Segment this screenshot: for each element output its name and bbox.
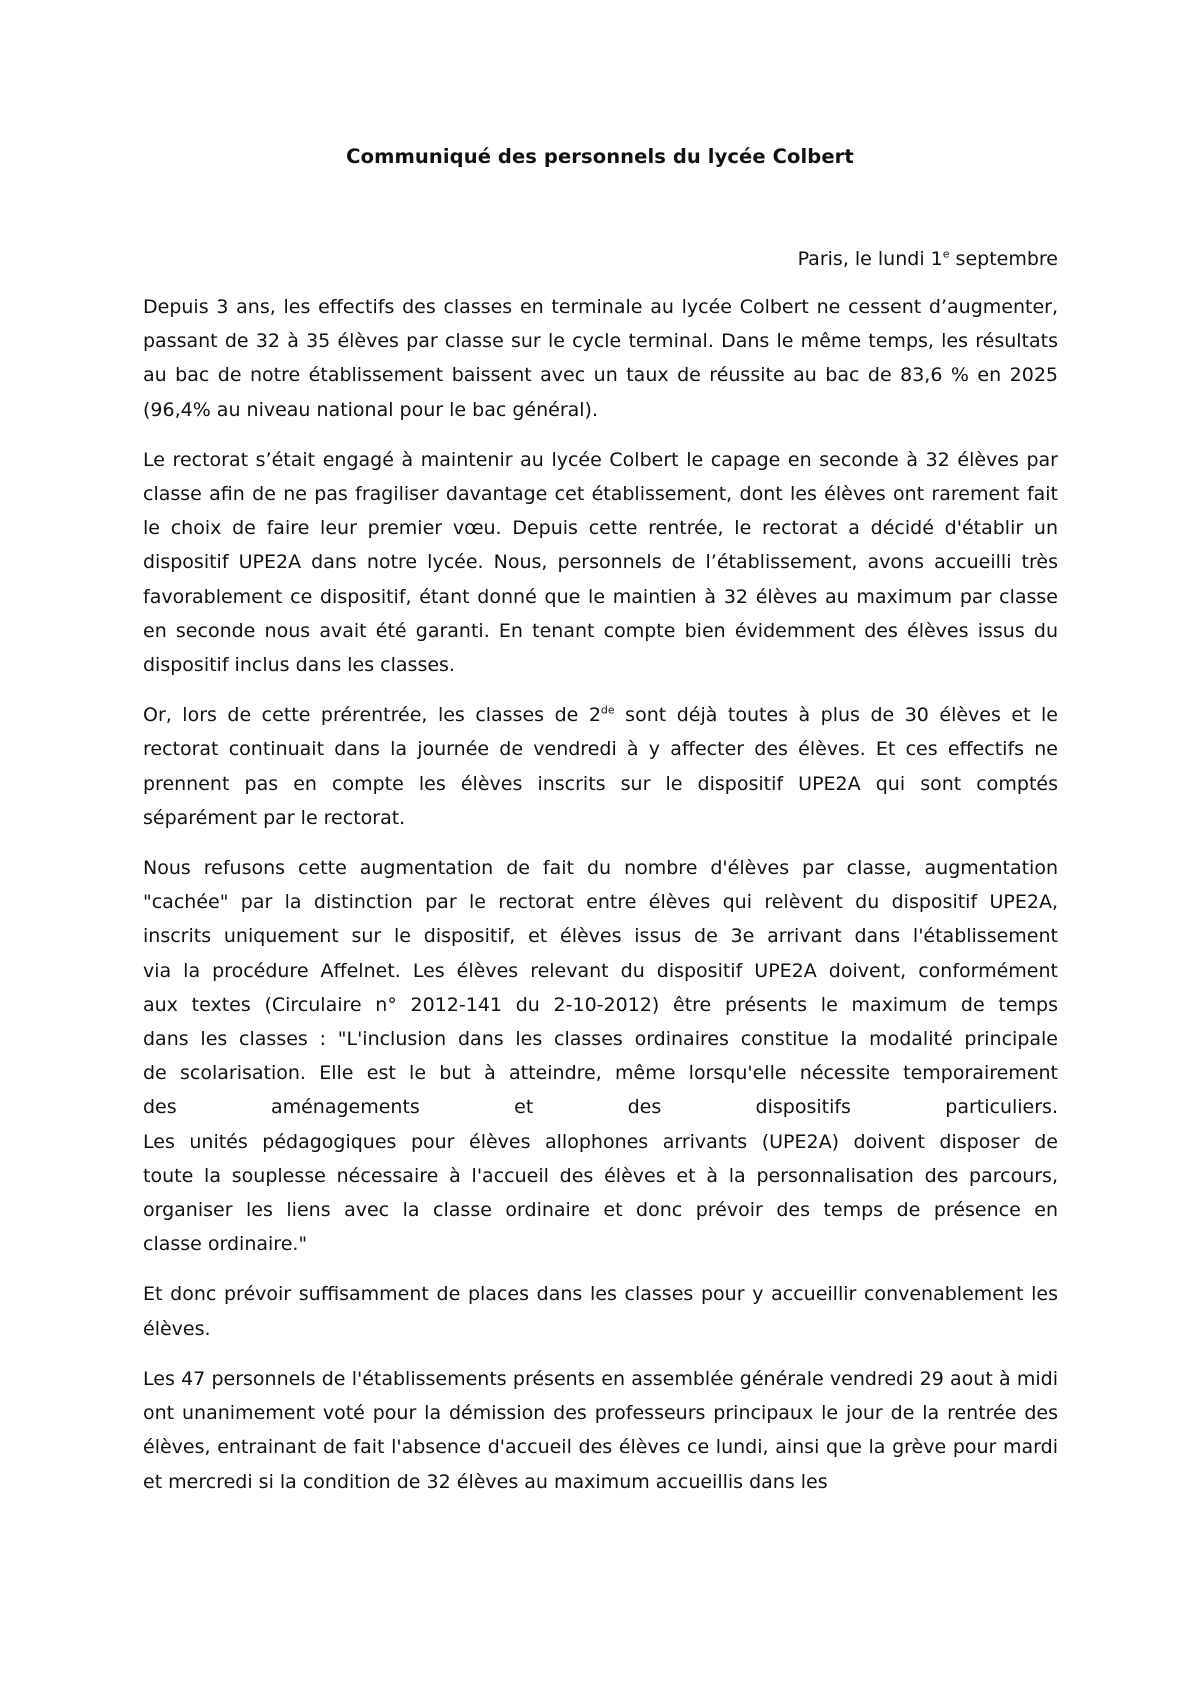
paragraph-4-line-4: via la procédure Affelnet. Les élèves relevant du dispositif UPE2A doivent, conformément <box>143 959 1058 982</box>
paragraph-1: Depuis 3 ans, les effectifs des classes en terminale au lycée Colbert ne cessent d’augmenter, passant de 32 à 35 élèves par classe sur le cycle terminal. Dans le même temps, les résultats au bac de notre établissement baissent avec un taux de réussite au bac de 83,6 % en 2025 (96,4% au niveau national pour le bac général). <box>143 296 1058 421</box>
paragraph-4-line-5: aux textes (Circulaire n° 2012-141 du 2-10-2012) être présents le maximum de temps <box>143 993 1058 1016</box>
paragraph-4-line-2: "cachée" par la distinction par le rectorat entre élèves qui relèvent du dispositif UPE2A, <box>143 891 1058 914</box>
paragraph-6: Les 47 personnels de l'établissements présents en assemblée générale vendredi 29 aout à midi ont unanimement voté pour la démission des professeurs principaux le jour de la rentrée des élèves, entrainant de fait l'absence d'accueil des élèves ce lundi, ainsi que la grève pour mardi et mercredi si la condition de 32 élèves au maximum accueillis dans les <box>143 1367 1058 1493</box>
dateline-text: Paris, le lundi 1 <box>797 248 943 270</box>
paragraph-3 <box>143 698 1058 835</box>
dateline-ordinal: e <box>942 247 950 261</box>
dateline <box>143 244 1058 274</box>
paragraph-4-line-10: toute la souplesse nécessaire à l'accueil des élèves et à la personnalisation des parcours, <box>143 1164 1058 1187</box>
paragraph-2: Le rectorat s’était engagé à maintenir au lycée Colbert le capage en seconde à 32 élèves par classe afin de ne pas fragiliser davantage cet établissement, dont les élèves ont rarement fait le choix de faire leur premier vœu. Depuis cette rentrée, le rectorat a décidé d'établir un dispositif UPE2A dans notre lycée. Nous, personnels de l’établissement, avons accueilli très favorablement ce dispositif, étant donné que le maintien à 32 élèves au maximum par classe en seconde nous avait été garanti. En tenant compte bien évidemment des élèves issus du dispositif inclus dans les classes. <box>143 448 1058 677</box>
paragraph-4-line-11: organiser les liens avec la classe ordinaire et donc prévoir des temps de présence en <box>143 1199 1058 1222</box>
paragraph-3-continuation: sont déjà toutes à plus de 30 élèves et le rectorat continuait dans la journée de vendredi à y affecter des élèves. Et ces effectifs ne prennent pas en compte les élèves inscrits sur le dispositif UPE2A qui sont comptés séparément par le rectorat. <box>143 704 1059 829</box>
paragraph-4-line-1: Nous refusons cette augmentation de fait du nombre d'élèves par classe, augmentation <box>143 857 1058 880</box>
paragraph-3-text: Or, lors de cette prérentrée, les classes de 2 <box>143 704 601 727</box>
paragraph-4-line-6: dans les classes : "L'inclusion dans les classes ordinaires constitue la modalité principale <box>143 1028 1058 1051</box>
document-title: Communiqué des personnels du lycée Colbert <box>346 145 854 168</box>
paragraph-4-line-9: Les unités pédagogiques pour élèves allophones arrivants (UPE2A) doivent disposer de <box>143 1130 1058 1153</box>
paragraph-4-line-8: des aménagements et des dispositifs particuliers. <box>143 1096 1058 1119</box>
paragraph-4-line-7: de scolarisation. Elle est le but à atteindre, même lorsqu'elle nécessite temporairement <box>143 1062 1058 1085</box>
paragraph-4 <box>143 851 1058 1261</box>
paragraph-4-line-3: inscrits uniquement sur le dispositif, et élèves issus de 3e arrivant dans l'établissement <box>143 925 1058 948</box>
dateline-month: septembre <box>949 248 1058 270</box>
paragraph-3-superscript: de <box>600 703 615 717</box>
paragraph-5: Et donc prévoir suffisamment de places dans les classes pour y accueillir convenablement les élèves. <box>143 1283 1058 1340</box>
document-body <box>143 290 1058 1515</box>
paragraph-4-line-12: classe ordinaire." <box>143 1233 308 1256</box>
